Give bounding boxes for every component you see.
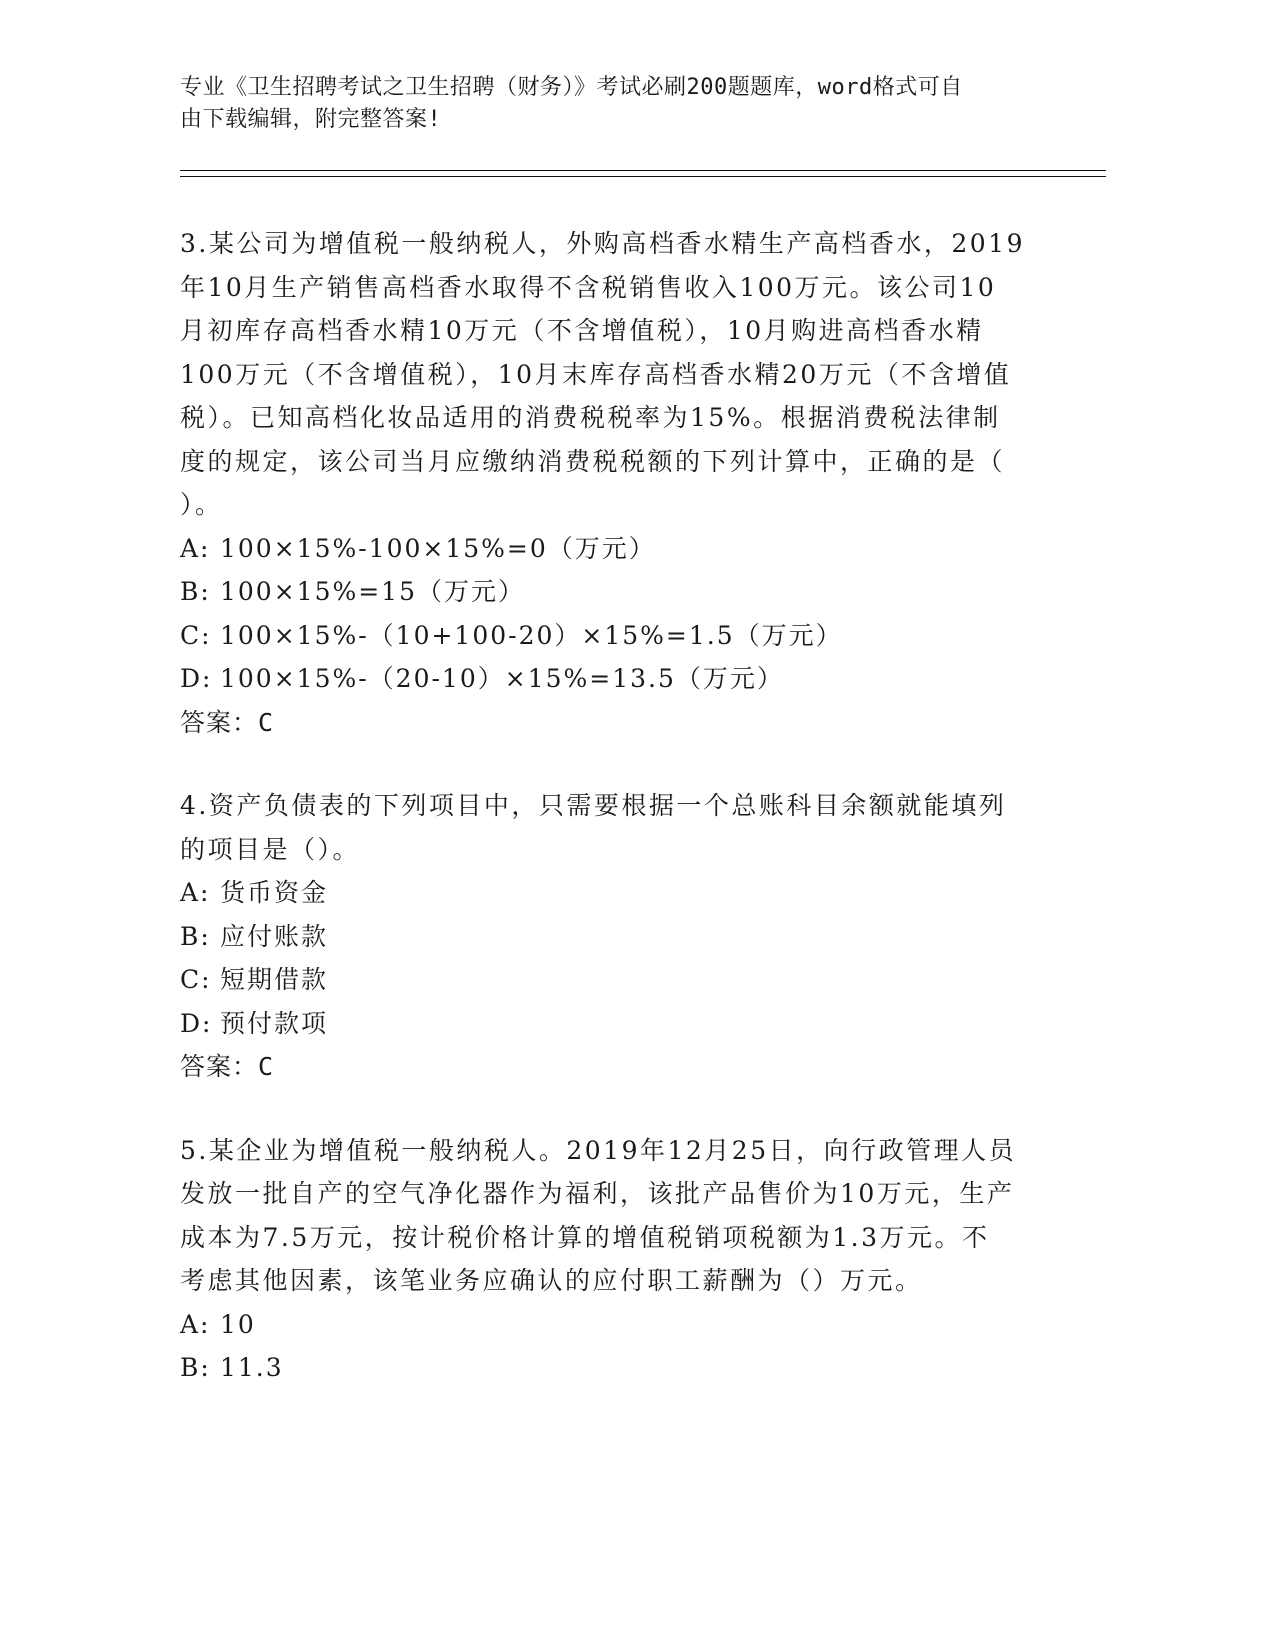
option-label: B: [180, 921, 211, 951]
question-text-line: 100万元（不含增值税），10月末库存高档香水精20万元（不含增值 [180, 359, 1012, 389]
answer-line: 答案：C [180, 1052, 275, 1081]
option-b [180, 1346, 1050, 1390]
question-text [180, 784, 1050, 871]
option-text: 100×15%=15（万元） [220, 577, 525, 606]
option-text: 预付款项 [220, 1008, 329, 1038]
option-text: 应付账款 [220, 921, 329, 951]
question-text [180, 1129, 1050, 1303]
header-line: 专业《卫生招聘考试之卫生招聘（财务）》考试必刷200题题库，word格式可自 [180, 75, 963, 100]
option-label: C: [180, 965, 212, 994]
option-d [180, 657, 1050, 701]
header-rule [180, 176, 1106, 177]
option-label: A: [180, 1309, 211, 1339]
option-text: 100×15%-（20-10）×15%=13.5（万元） [220, 664, 784, 693]
question-text-line: 4.资产负债表的下列项目中，只需要根据一个总账科目余额就能填列 [180, 791, 1007, 820]
question-text-line: 5.某企业为增值税一般纳税人。2019年12月25日，向行政管理人员 [180, 1135, 1017, 1165]
question-text-line: ）。 [180, 490, 223, 519]
header-line: 由下载编辑，附完整答案! [180, 107, 442, 132]
option-a [180, 1303, 1050, 1347]
option-label: B: [180, 1353, 211, 1382]
option-a [180, 527, 1050, 571]
question-text-line: 发放一批自产的空气净化器作为福利，该批产品售价为10万元，生产 [180, 1179, 1015, 1208]
question-text-line: 月初库存高档香水精10万元（不含增值税），10月购进高档香水精 [180, 316, 984, 345]
question-item [180, 222, 1050, 744]
question-text-line: 3.某公司为增值税一般纳税人，外购高档香水精生产高档香水，2019 [180, 229, 1025, 258]
option-c [180, 614, 1050, 658]
option-text: 100×15%-100×15%=0（万元） [220, 533, 656, 563]
option-c [180, 958, 1050, 1002]
header-rule [180, 170, 1106, 171]
question-text-line: 考虑其他因素，该笔业务应确认的应付职工薪酬为（）万元。 [180, 1266, 923, 1295]
answer-line: 答案：C [180, 707, 275, 737]
option-label: B: [180, 577, 211, 606]
question-text-line: 成本为7.5万元，按计税价格计算的增值税销项税额为1.3万元。不 [180, 1222, 990, 1252]
option-label: C: [180, 620, 212, 650]
question-item [180, 784, 1050, 1089]
option-label: A: [180, 533, 211, 563]
question-item [180, 1129, 1050, 1390]
document-header [180, 72, 1040, 136]
option-a [180, 871, 1050, 915]
question-text-line: 税）。已知高档化妆品适用的消费税税率为15%。根据消费税法律制 [180, 403, 1001, 432]
option-text: 11.3 [220, 1353, 284, 1382]
question-text-line: 年10月生产销售高档香水取得不含税销售收入100万元。该公司10 [180, 272, 997, 302]
option-b [180, 570, 1050, 614]
question-list [180, 222, 1050, 1430]
option-text: 货币资金 [220, 878, 329, 907]
question-text-line: 度的规定，该公司当月应缴纳消费税税额的下列计算中，正确的是（ [180, 446, 1006, 476]
option-text: 10 [220, 1309, 256, 1339]
option-text: 短期借款 [220, 965, 329, 994]
option-text: 100×15%-（10+100-20）×15%=1.5（万元） [220, 620, 843, 650]
option-label: D: [180, 664, 213, 693]
option-label: D: [180, 1008, 213, 1038]
option-d [180, 1002, 1050, 1046]
question-text [180, 222, 1050, 527]
option-label: A: [180, 878, 211, 907]
option-b [180, 915, 1050, 959]
question-text-line: 的项目是（）。 [180, 834, 361, 864]
